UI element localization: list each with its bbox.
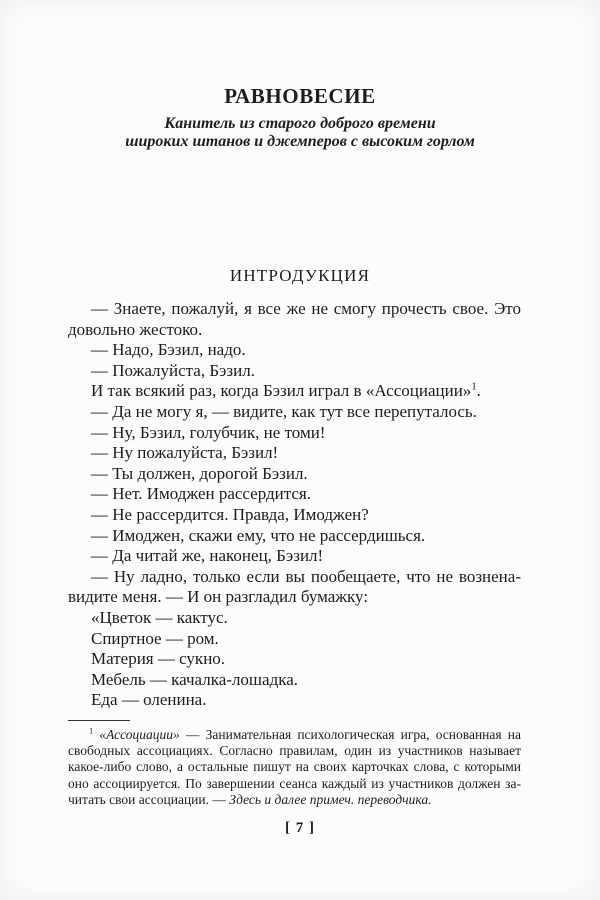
paragraph <box>68 629 521 650</box>
paragraph <box>68 361 521 382</box>
text-run: . <box>476 381 481 401</box>
paragraph <box>68 423 521 444</box>
subtitle-line: Канитель из старого доброго времени <box>164 115 436 132</box>
paragraph <box>68 526 521 547</box>
text-run: Спиртное — ром. <box>91 628 219 648</box>
paragraph <box>68 443 521 464</box>
footnote-separator <box>68 720 130 721</box>
text-run: — Не рассердится. Правда, Имоджен? <box>91 504 369 524</box>
superscript-footnote-marker: 1 <box>89 726 94 736</box>
body-text <box>68 299 521 711</box>
paragraph <box>68 299 521 340</box>
text-run: И так всякий раз, когда Бэзил играл в «Ассоциации» <box>91 381 472 401</box>
text-run: — Ты должен, дорогой Бэзил. <box>91 463 308 483</box>
text-run: — Ну пожалуйста, Бэзил! <box>91 443 279 463</box>
paragraph <box>68 546 521 567</box>
paragraph <box>68 464 521 485</box>
paragraph <box>68 608 521 629</box>
text-run: «Цветок — кактус. <box>91 607 228 627</box>
paragraph <box>68 340 521 361</box>
paragraph <box>68 649 521 670</box>
text-run: — Ну, Бэзил, голубчик, не томи! <box>91 422 326 442</box>
page-number: [ 7 ] <box>285 820 315 836</box>
paragraph <box>68 381 521 402</box>
subtitle-line: широких штанов и джемперов с высоким горлом <box>125 132 475 150</box>
text-run: Еда — оленина. <box>91 690 207 710</box>
paragraph <box>68 567 521 608</box>
superscript-footnote-marker: 1 <box>471 381 477 393</box>
text-run: Мебель — качалка-лошадка. <box>91 669 299 689</box>
text-run: — Да не могу я, — видите, как тут все перепуталось. <box>91 401 477 421</box>
text-run: — Ну ладно, только если вы пообещаете, что не возненавидите меня. — И он разгладил бумажку: <box>68 566 521 607</box>
text-run: — Да читай же, наконец, Бэзил! <box>91 546 324 566</box>
text-run: — Нет. Имоджен рассердится. <box>91 484 311 504</box>
text-run: Материя — сукно. <box>91 649 226 669</box>
paragraph <box>68 690 521 711</box>
text-run: — Занимательная психологическая игра, основанная на свободных ассоциациях. Согласно правилам, один из участников называет какое-либо слово, а остальные пишут на своих карточках слова, с которыми оно ассоциируется. По завершении сеанса каждый из участников должен зачитать свои ассоциации. — <box>68 727 521 807</box>
paragraph <box>68 670 521 691</box>
chapter-subtitle <box>0 115 600 150</box>
paragraph <box>68 402 521 423</box>
chapter-title: РАВНОВЕСИЕ <box>224 84 376 108</box>
text-run: — Знаете, пожалуй, я все же не смогу прочесть свое. Это довольно жестоко. <box>68 299 521 339</box>
paragraph <box>68 484 521 505</box>
text-run: — Имоджен, скажи ему, что не рассердишься. <box>91 525 426 545</box>
italic-text: «Ассоциации» <box>99 727 180 742</box>
text-run: — Пожалуйста, Бэзил. <box>91 360 255 380</box>
text-run: — Надо, Бэзил, надо. <box>91 340 246 360</box>
section-heading: ИНТРОДУКЦИЯ <box>229 266 371 285</box>
paragraph <box>68 505 521 526</box>
italic-text: Здесь и далее примеч. переводчика. <box>229 791 432 807</box>
footnote-text <box>68 727 521 808</box>
